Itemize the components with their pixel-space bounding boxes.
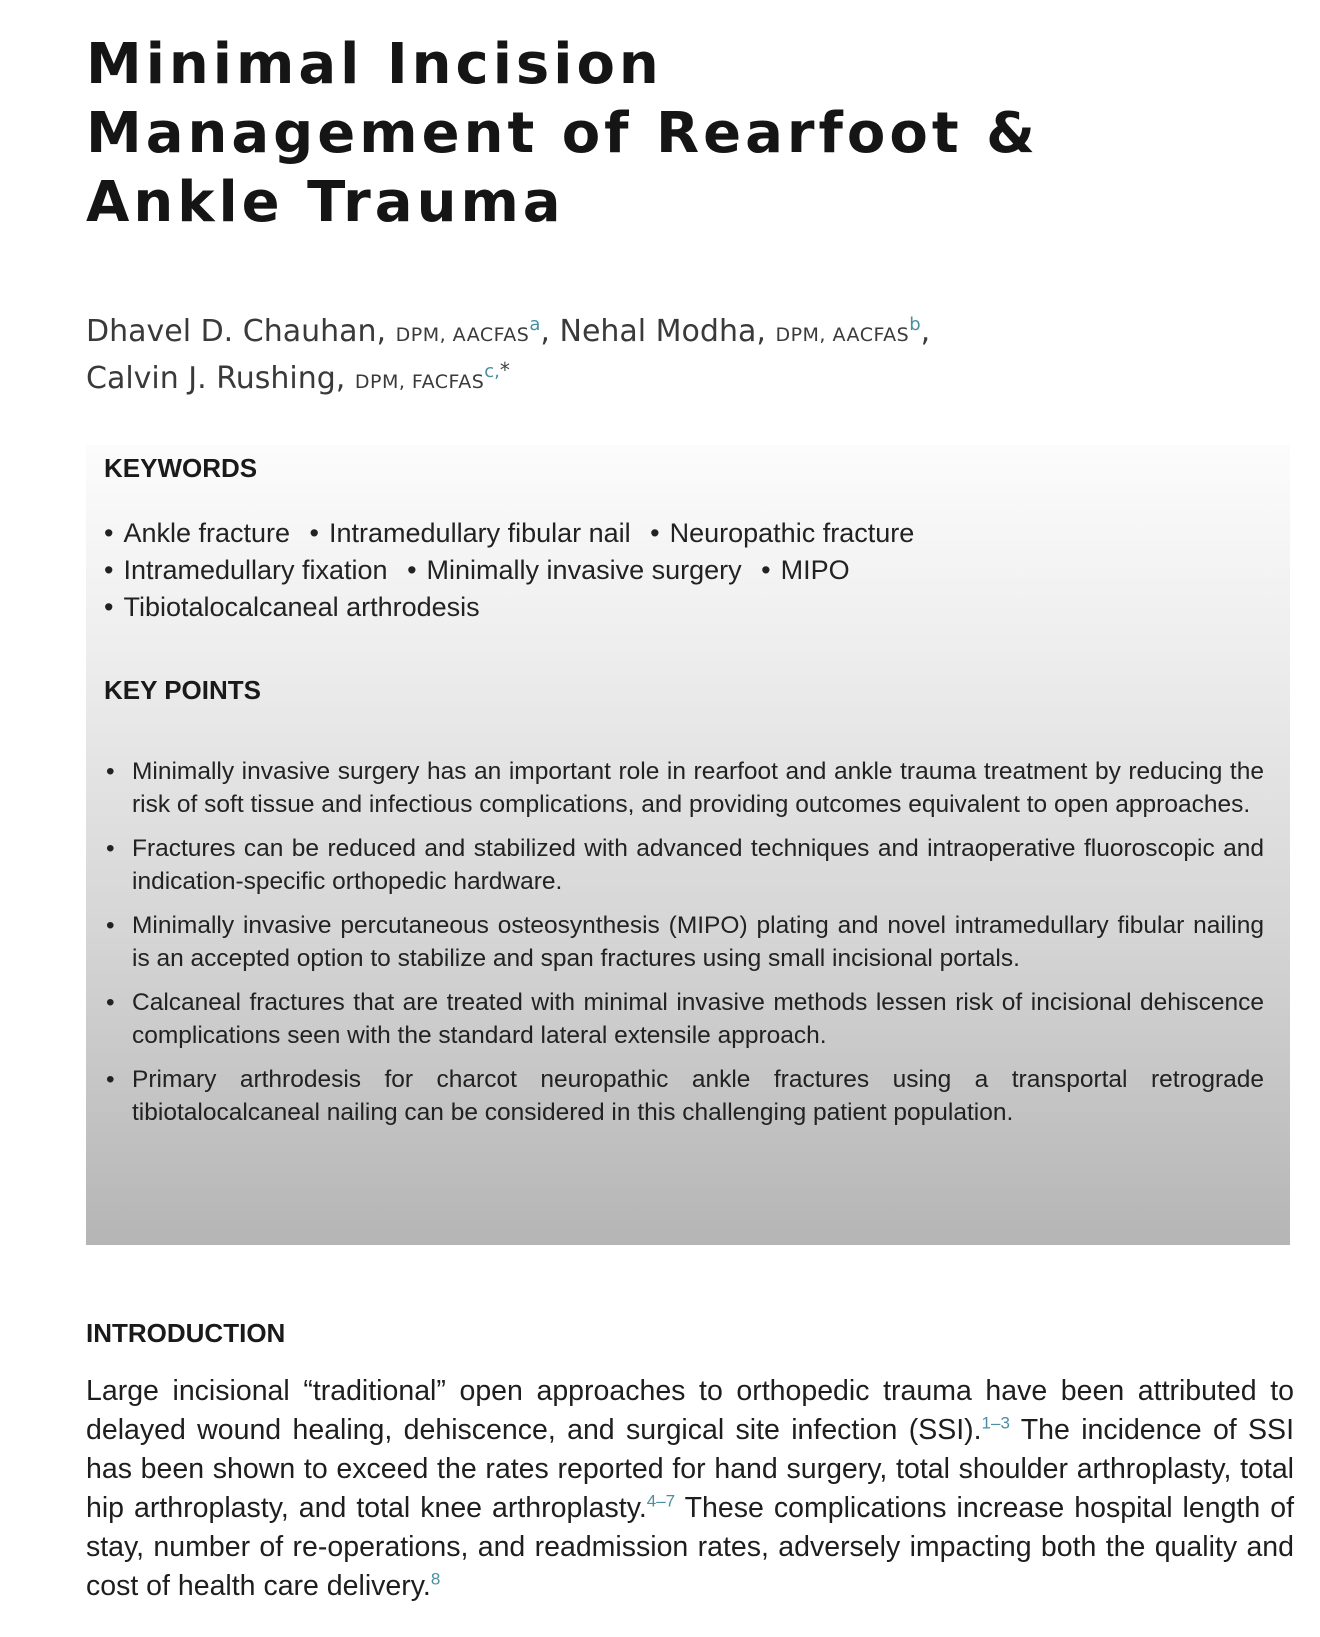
key-point: • Minimally invasive percutaneous osteosynthesis (MIPO) plating and novel intramedullary fibular nailing is an accepted option to stabilize and span fractures using small incisional portals. xyxy=(104,909,1264,975)
keywords-keypoints-box xyxy=(86,445,1290,1245)
author-separator: , xyxy=(540,314,550,349)
title-line: Management of Rearfoot & xyxy=(86,101,1039,166)
introduction-paragraph xyxy=(86,1372,1294,1606)
affiliation-marker[interactable]: a xyxy=(529,314,541,335)
key-point: • Calcaneal fractures that are treated with minimal invasive methods lessen risk of incisional dehiscence complications seen with the standard lateral extensile approach. xyxy=(104,986,1264,1052)
keyword: • Tibiotalocalcaneal arthrodesis xyxy=(104,592,480,622)
author-name: Nehal Modha, xyxy=(559,314,766,349)
citation-ref[interactable]: 1–3 xyxy=(981,1413,1010,1433)
author-name: Dhavel D. Chauhan, xyxy=(86,314,387,349)
author-line xyxy=(86,310,1236,357)
introduction-heading: INTRODUCTION xyxy=(86,1318,286,1348)
citation-ref[interactable]: 4–7 xyxy=(646,1491,676,1511)
author-separator: , xyxy=(920,314,931,349)
affiliation-marker[interactable]: b xyxy=(909,314,921,335)
keyword: • Ankle fracture xyxy=(104,518,290,548)
key-point: • Fractures can be reduced and stabilized with advanced techniques and intraoperative fluoroscopic and indication-specific orthopedic hardware. xyxy=(104,832,1264,898)
author-line xyxy=(86,357,1236,404)
key-points-heading: KEY POINTS xyxy=(104,675,262,705)
citation-ref[interactable]: 8 xyxy=(430,1569,441,1589)
author-degrees: DPM, AACFAS xyxy=(395,324,530,346)
keyword-line xyxy=(104,552,1264,589)
title-line: Ankle Trauma xyxy=(86,170,565,235)
intro-text: Large incisional “traditional” open approaches to orthopedic trauma have been attributed to delayed wound healing, dehiscence, and surgical site infection (SSI). xyxy=(86,1375,1294,1446)
keyword: • Intramedullary fibular nail xyxy=(310,518,631,548)
title-line: Minimal Incision xyxy=(86,32,663,97)
article-title xyxy=(86,30,1186,237)
keyword: • Minimally invasive surgery xyxy=(407,555,742,585)
author-degrees: DPM, AACFAS xyxy=(775,324,910,346)
keyword-line xyxy=(104,515,1264,552)
keywords-list xyxy=(104,515,1264,626)
key-point: • Minimally invasive surgery has an important role in rearfoot and ankle trauma treatment by reducing the risk of soft tissue and infectious complications, and providing outcomes equivalent to open approaches. xyxy=(104,755,1264,821)
keyword: • Neuropathic fracture xyxy=(650,518,914,548)
keywords-heading: KEYWORDS xyxy=(104,453,258,483)
key-points-list xyxy=(104,755,1264,1140)
author-name: Calvin J. Rushing, xyxy=(86,361,346,396)
keyword: • MIPO xyxy=(761,555,849,585)
author-list xyxy=(86,310,1236,404)
keyword: • Intramedullary fixation xyxy=(104,555,388,585)
affiliation-marker[interactable]: c, xyxy=(484,361,500,382)
key-point: • Primary arthrodesis for charcot neuropathic ankle fractures using a transportal retrograde tibiotalocalcaneal nailing can be considered in this challenging patient population. xyxy=(104,1063,1264,1129)
intro-text: These complications increase hospital length of stay, number of re-operations, and readmission rates, adversely impacting both the quality and cost of health care delivery. xyxy=(86,1492,1294,1602)
intro-text: The incidence of SSI has been shown to exceed the rates reported for hand surgery, total shoulder arthroplasty, total hip arthroplasty, and total knee arthroplasty. xyxy=(86,1414,1294,1524)
corresponding-author-marker[interactable]: * xyxy=(499,358,510,382)
author-degrees: DPM, FACFAS xyxy=(354,371,485,393)
keyword-line xyxy=(104,589,1264,626)
